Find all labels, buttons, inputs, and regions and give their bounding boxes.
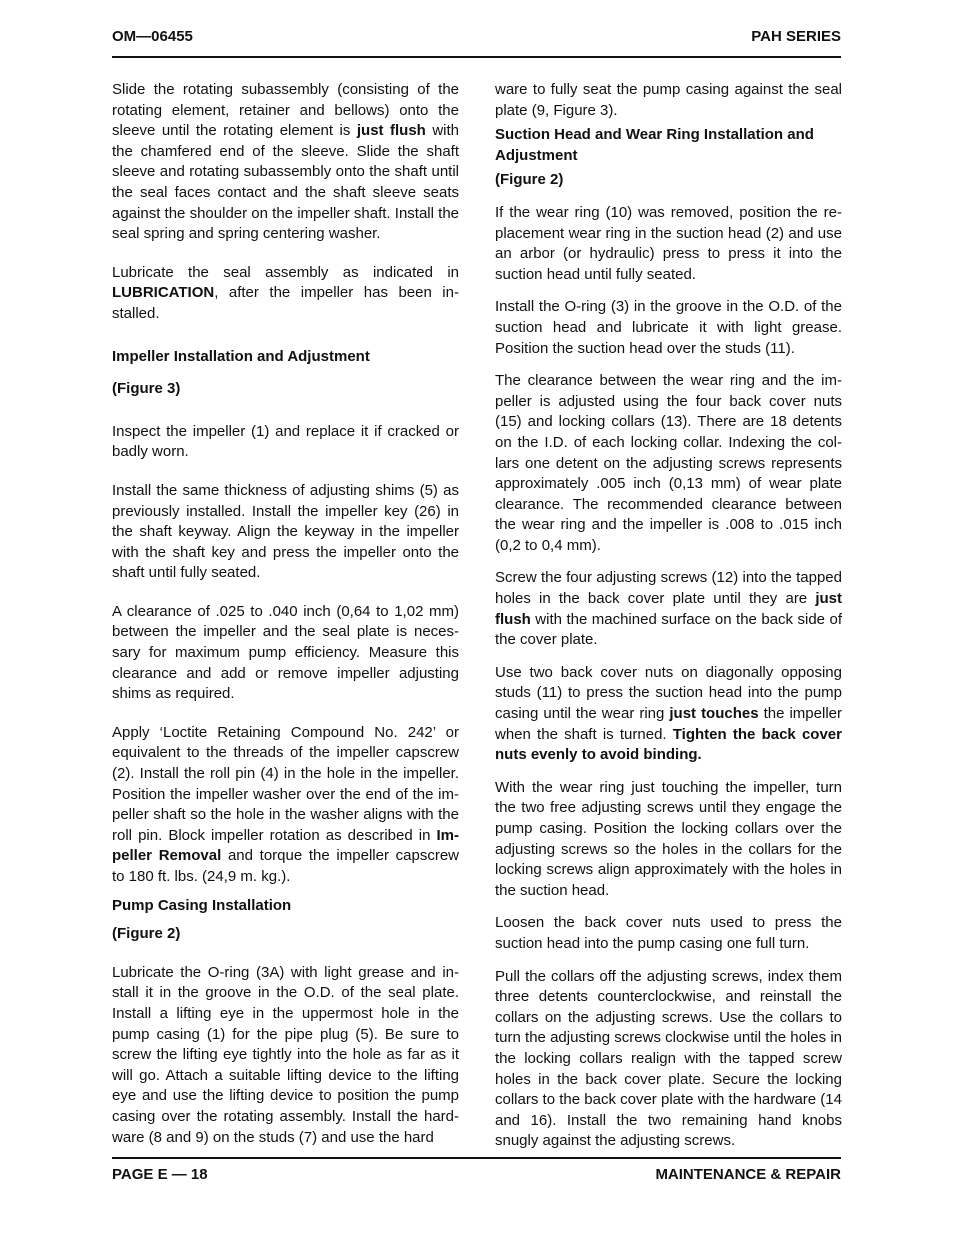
- doc-number: OM—06455: [112, 28, 193, 45]
- left-column: [112, 80, 459, 1148]
- seat-casing-paragraph: ware to fully seat the pump casing against the seal plate (9, Figure 3).: [495, 81, 842, 119]
- adjusting-screws-paragraph: Screw the four adjusting screws (12) into the tapped holes in the back cover plate until they are just flush with the machined surface on the back side of the cover plate.: [495, 569, 842, 649]
- emphasis-tighten-warning: Tighten the back cover nuts evenly to avoid binding.: [495, 725, 842, 764]
- pump-casing-heading: Pump Casing Installation: [112, 896, 292, 914]
- section-title: MAINTENANCE & REPAIR: [655, 1166, 841, 1183]
- inspect-impeller-paragraph: Inspect the impeller (1) and replace it if cracked or badly worn.: [112, 422, 459, 461]
- impeller-figure-ref: (Figure 3): [112, 380, 181, 398]
- lubricate-seal-paragraph: Lubricate the seal assembly as indicated in LUBRICATION, after the impeller has been installed.: [112, 263, 459, 322]
- header-rule: [112, 56, 841, 58]
- emphasis-just-touches: just touches: [669, 705, 759, 723]
- adjusting-shims-paragraph: Install the same thickness of adjusting shims (5) as previously installed. Install the impeller key (26) in the shaft keyway. Align the keyway in the impeller with the shaft key and press the impeller onto the shaft until fully seated.: [112, 481, 459, 582]
- impeller-installation-heading: Impeller Installation and Adjustment: [112, 347, 370, 365]
- emphasis-lubrication: LUBRICATION: [112, 284, 215, 302]
- emphasis-impeller-removal: Impeller Removal: [112, 826, 459, 865]
- loosen-nuts-paragraph: Loosen the back cover nuts used to press the suction head into the pump casing one full turn.: [495, 914, 842, 952]
- install-oring-paragraph: Install the O-ring (3) in the groove in the O.D. of the suction head and lubricate it with light grease. Position the suction head over the studs (11).: [495, 298, 842, 357]
- index-collars-paragraph: Pull the collars off the adjusting screws, index them three detents counterclockwise, and reinstall the collars on the adjusting screws. Use the collars to turn the adjusting screws clockwise until the holes in the locking collars realign with the tapped screw holes in the back cover plate. Secure the locking collars to the back cover plate with the hardware (14 and 16). Install the two remaining hand knobs snugly against the adjusting screws.: [495, 967, 842, 1150]
- footer-rule: [112, 1157, 841, 1159]
- back-cover-nuts-paragraph: Use two back cover nuts on diagonally opposing studs (11) to press the suction head into the pump casing until the wear ring just touches the impeller when the shaft is turned. Tighten the back cover nuts evenly to avoid binding.: [495, 663, 842, 764]
- emphasis-just-flush: just flush: [356, 122, 426, 140]
- free-adjusting-screws-paragraph: With the wear ring just touching the impeller, turn the two free adjusting screws until they engage the pump casing. Position the locking collars over the adjusting screws so the holes in the collars for the locking screws align approximately with the holes in the suction head.: [495, 778, 842, 899]
- loctite-paragraph: Apply ‘Loctite Retaining Compound No. 242’ or equivalent to the threads of the impeller capscrew (2). Install the roll pin (4) in the hole in the impeller. Position the impeller washer over the end of the impeller shaft so the hole in the washer aligns with the roll pin. Block impeller rotation as described in Impeller Removal and torque the impeller capscrew to 180 ft. lbs. (24,9 m. kg.).: [112, 723, 459, 885]
- suction-head-heading: Suction Head and Wear Ring Installation and Adjustment: [495, 126, 814, 164]
- emphasis-just-flush-2: just flush: [495, 590, 842, 628]
- clearance-paragraph: A clearance of .025 to .040 inch (0,64 to 1,02 mm) between the impeller and the seal plate is necessary for maximum pump efficiency. Measure this clearance and add or remove impeller adjusting shims as required.: [112, 602, 459, 703]
- wear-ring-paragraph: If the wear ring (10) was removed, position the replacement wear ring in the suction head (2) and use an arbor (or hydraulic) press to press it into the suction head until fully seated.: [495, 203, 842, 283]
- pump-casing-figure-ref: (Figure 2): [112, 925, 181, 943]
- lubricate-oring-paragraph: Lubricate the O-ring (3A) with light grease and install it in the groove in the O.D. of the seal plate. Install a lifting eye in the uppermost hole in the pump casing (1) for the pipe plug (5). Be sure to screw the lifting eye tightly into the hole as far as it will go. Attach a suitable lifting device to the lifting eye and use the lifting device to position the pump casing over the rotating assembly. Install the hardware (8 and 9) on the studs (7) and use the hard: [112, 963, 459, 1146]
- series-title: PAH SERIES: [751, 28, 841, 45]
- page-number: PAGE E — 18: [112, 1166, 208, 1183]
- suction-head-figure-ref: (Figure 2): [495, 171, 564, 189]
- wear-ring-clearance-paragraph: The clearance between the wear ring and the impeller is adjusted using the four back cover nuts (15) and locking collars (13). There are 18 detents on the I.D. of each locking collar. Indexing the collars one detent on the adjusting screws represents approximately .005 inch (0,13 mm) of wear plate clearance. The recommended clearance between the wear ring and the impeller is .008 to .015 inch (0,2 to 0,4 mm).: [495, 372, 842, 554]
- right-column: [495, 80, 842, 1152]
- seal-rotating-paragraph: Slide the rotating subassembly (consisting of the rotating element, retainer and bellows) onto the sleeve until the rotating element is just flush with the chamfered end of the sleeve. Slide the shaft sleeve and rotating subassembly onto the shaft until the seal faces contact and the shaft sleeve seats against the shoulder on the impeller shaft. Install the seal spring and spring centering washer.: [112, 81, 460, 243]
